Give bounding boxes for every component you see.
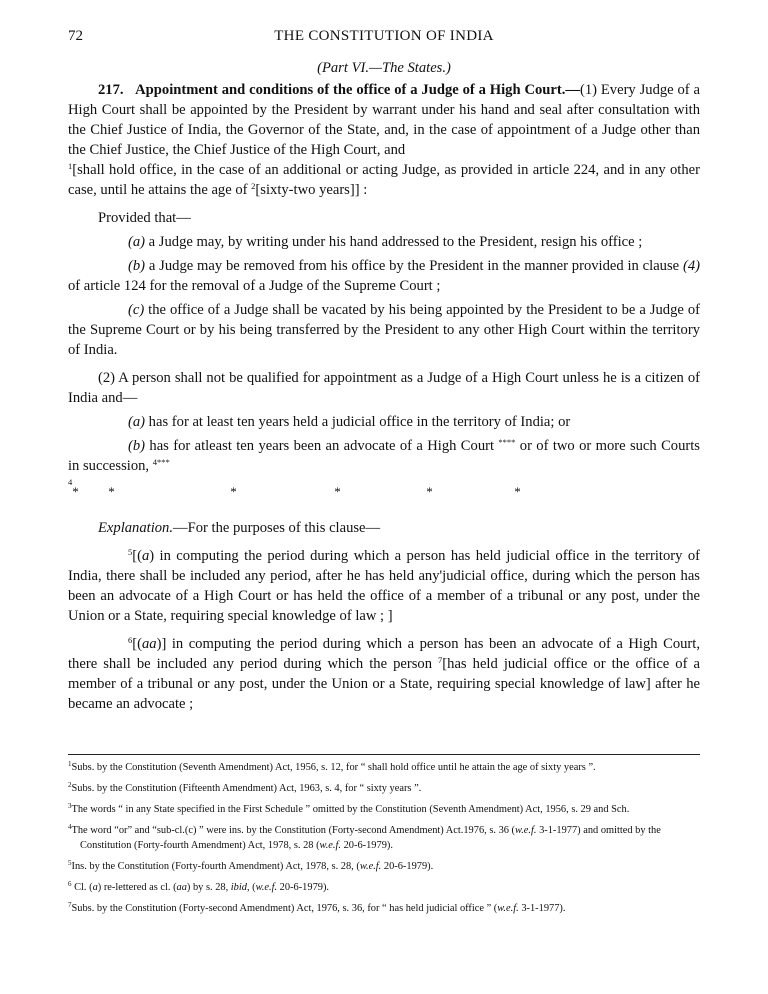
footnote-ref-7[interactable]: 7 — [438, 655, 443, 665]
clause-text-2: or of two or more such Courts in succession, — [68, 438, 700, 474]
footnote-ref-2[interactable]: 2 — [251, 181, 256, 191]
footnote-text-2: 3-1-1977) and omitted by the Constitution (Forty-fourth Amendment) Act, 1978, s. 28 ( — [80, 825, 661, 851]
qualification-b — [68, 436, 700, 476]
omission-line — [68, 477, 700, 502]
document-title: THE CONSTITUTION OF INDIA — [274, 28, 494, 44]
article-body — [68, 80, 700, 714]
clause-text: has for at least ten years held a judicial office in the territory of India; or — [145, 414, 571, 430]
proviso-clause-c — [68, 300, 700, 360]
footnote-5 — [68, 859, 700, 874]
footnote-1 — [68, 760, 700, 775]
clause-label: a — [141, 548, 150, 564]
footnote-wef: w.e.f. — [255, 882, 278, 893]
omission-star: * — [334, 484, 341, 499]
clause-label: aa — [141, 636, 157, 652]
footnote-text: Ins. by the Constitution (Forty-fourth Amendment) Act, 1978, s. 28, ( — [71, 861, 360, 872]
clause-1-text-2: [shall hold office, in the case of an additional or acting Judge, as provided in article 224, and in any other case, until he attains the age of — [68, 162, 700, 198]
clause-reference: (4) — [682, 258, 700, 274]
footnote-text-2: 3-1-1977). — [518, 903, 566, 914]
footnote-wef: w.e.f. — [515, 825, 537, 836]
footnote-7 — [68, 901, 700, 916]
footnote-ibid: ibid — [230, 882, 247, 893]
footnote-mark: 4 — [68, 823, 72, 831]
footnote-wef: w.e.f. — [359, 861, 382, 872]
explanation-intro — [68, 518, 700, 538]
footnote-text: Subs. by the Constitution (Forty-second Amendment) Act, 1976, s. 36, for “ has held judicial office ” ( — [71, 903, 498, 914]
clause-text: has for atleast ten years been an advocate of a High Court — [145, 438, 499, 454]
article-217-clause-2: (2) A person shall not be qualified for appointment as a Judge of a High Court unless he is a citizen of India and— — [68, 370, 700, 406]
clause-1-text: (1) Every Judge of a High Court shall be appointed by the President by warrant under his hand and seal after consultation with the Chief Justice of India, the Governor of the State, and, in the case of appointment of a Judge other than the Chief Justice, the Chief Justice of the High Court, and — [68, 82, 700, 158]
footnote-text: The word “or” and “sub-cl.(c) ” were ins. by the Constitution (Forty-second Amendment) Act.1976, s. 36 ( — [71, 825, 516, 836]
qualification-a — [68, 412, 700, 432]
footnote-4 — [68, 823, 700, 853]
proviso-intro: Provided that— — [98, 210, 191, 226]
clause-text: a Judge may be removed from his office by the President in the manner provided in clause — [145, 258, 683, 274]
explanation-aa — [68, 634, 700, 714]
part-heading: (Part VI.—The States.) — [317, 60, 451, 76]
clause-label: (a) — [128, 234, 146, 250]
footnote-3 — [68, 802, 700, 817]
footnote-ref-6[interactable]: 6 — [128, 635, 133, 645]
footnote-text: Subs. by the Constitution (Fifteenth Amendment) Act, 1963, s. 4, for “ sixty years ”. — [71, 783, 422, 794]
footnote-divider — [68, 754, 700, 755]
footnote-2 — [68, 781, 700, 796]
clause-text-2: of article 124 for the removal of a Judge of the Supreme Court ; — [68, 278, 441, 294]
bracket: [( — [132, 548, 142, 564]
clause-text: a Judge may, by writing under his hand addressed to the President, resign his office ; — [145, 234, 643, 250]
footnote-ref-5[interactable]: 5 — [128, 547, 133, 557]
article-number: 217. — [98, 82, 124, 98]
footnote-mark: 5 — [68, 859, 72, 867]
footnote-text-2: 20-6-1979). — [381, 861, 434, 872]
clause-text: ) in computing the period during which a person has held judicial office in the territory of India, there shall be included any period, after he has held any'judicial office, during which the person has been an advocate of a High Court or has held the office of a member of a tribunal or any post, under the Union or a State, requiring special knowledge of law ; ] — [68, 548, 700, 624]
footnotes — [68, 760, 700, 922]
footnote-mark: 2 — [68, 781, 72, 789]
article-217-clause-1 — [68, 80, 700, 200]
clause-1-text-3: [sixty-two years]] : — [255, 182, 368, 198]
footnote-ref-1[interactable]: 1 — [68, 161, 73, 171]
footnote-wef: w.e.f. — [497, 903, 519, 914]
omission-star: * — [72, 484, 79, 499]
page-number: 72 — [68, 28, 83, 44]
explanation-label: Explanation. — [98, 520, 173, 536]
footnote-mark: 7 — [68, 901, 72, 909]
footnote-clause-aa: aa — [176, 882, 187, 893]
footnote-text: Subs. by the Constitution (Seventh Amendment) Act, 1956, s. 12, for “ shall hold office until he attain the age of sixty years ”. — [71, 762, 596, 773]
omission-star: * — [514, 484, 521, 499]
article-heading: Appointment and conditions of the office of a Judge of a High Court.— — [135, 82, 580, 98]
clause-text-2: [has held judicial office or the office of a member of a tribunal or any post, under the Union or a State, requiring special knowledge of law] after he became an advocate ; — [68, 656, 700, 712]
clause-label: (b) — [128, 258, 146, 274]
clause-label: (b) — [128, 438, 146, 454]
running-header — [68, 26, 700, 48]
footnote-mark: 6 — [68, 880, 72, 888]
clause-label: (c) — [128, 302, 145, 318]
clause-label: (a) — [128, 414, 146, 430]
footnote-text-4: , ( — [246, 882, 256, 893]
footnote-text-3: 20-6-1979). — [341, 840, 393, 851]
bracket: [( — [132, 636, 142, 652]
omission-stars: **** — [498, 437, 516, 447]
footnote-mark: 3 — [68, 802, 72, 810]
footnote-ref-4b[interactable]: 4 — [68, 477, 73, 487]
clause-text: the office of a Judge shall be vacated by his being appointed by the President to be a Judge of the Supreme Court or by his being transferred by the President to any other High Court within the territory of India. — [68, 302, 700, 358]
omission-star: * — [426, 484, 433, 499]
proviso-clause-b — [68, 256, 700, 296]
footnote-ref-4[interactable]: 4 — [152, 457, 157, 467]
explanation-a — [68, 546, 700, 626]
footnote-text-2: ) re-lettered as cl. ( — [97, 882, 177, 893]
omission-stars-2: *** — [156, 457, 170, 467]
omission-star: * — [230, 484, 237, 499]
explanation-text: —For the purposes of this clause— — [173, 520, 381, 536]
footnote-mark: 1 — [68, 760, 72, 768]
footnote-clause-a: a — [92, 882, 98, 893]
proviso-clause-a — [68, 232, 700, 252]
clause-text: )] in computing the period during which a person has been an advocate of a High Court, there shall be included any period during which the person — [68, 636, 700, 672]
footnote-text-3: ) by s. 28, — [186, 882, 231, 893]
omission-star: * — [108, 484, 115, 499]
footnote-6 — [68, 880, 700, 895]
footnote-text: Cl. ( — [71, 882, 93, 893]
footnote-text-5: 20-6-1979). — [277, 882, 330, 893]
footnote-text: The words “ in any State specified in the First Schedule ” omitted by the Constitution (Seventh Amendment) Act, 1956, s. 29 and Sch. — [71, 804, 630, 815]
footnote-wef-2: w.e.f. — [319, 840, 341, 851]
